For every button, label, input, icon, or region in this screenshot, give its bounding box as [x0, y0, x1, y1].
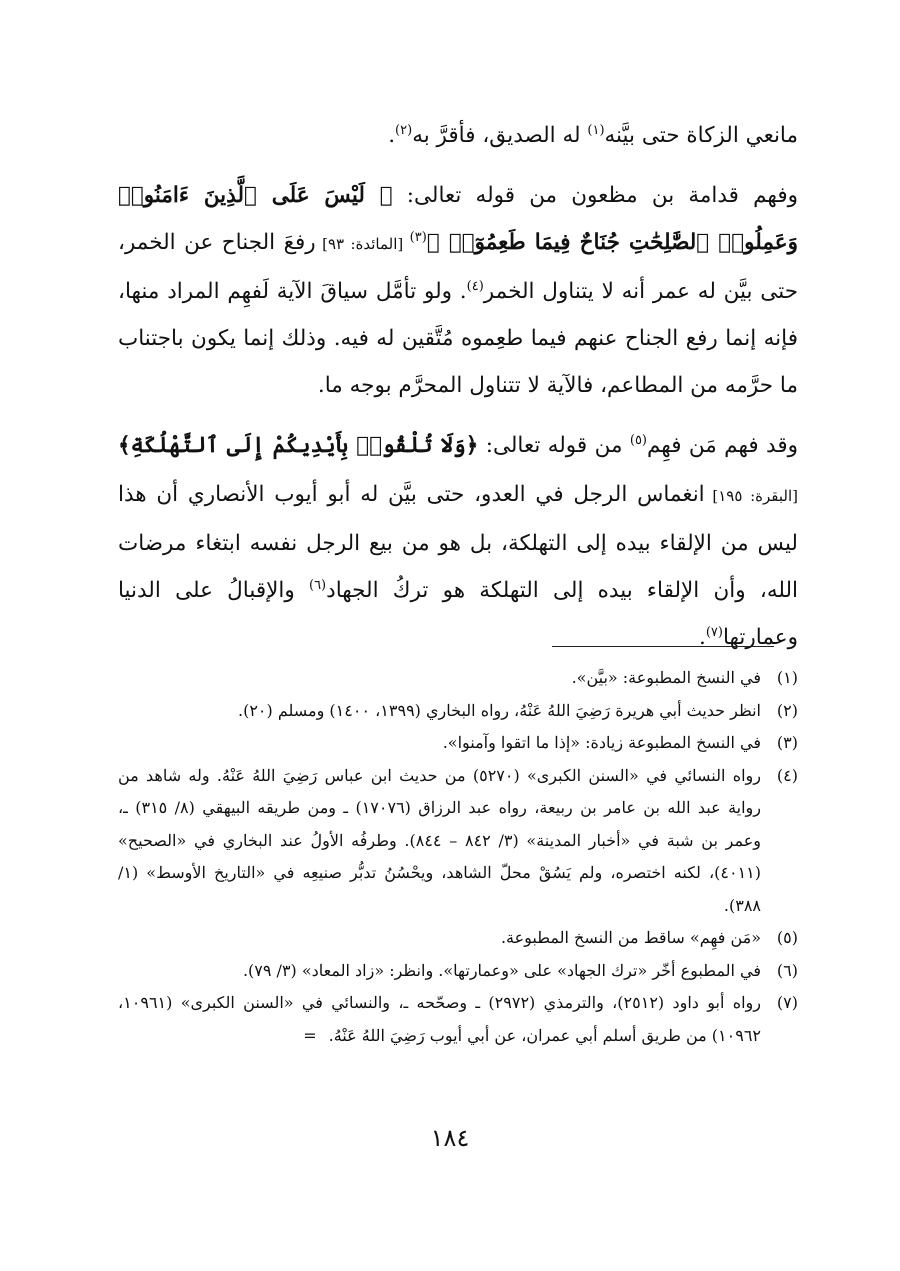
footnote-number: (٦) [776, 960, 798, 980]
paragraph-1 [118, 112, 798, 159]
page-number: ١٨٤ [430, 1124, 470, 1152]
verse-reference-baqara: [البقرة: ١٩٥] [704, 487, 798, 505]
footnote-3 [118, 727, 798, 760]
footnote-number: (٢) [776, 700, 798, 720]
p1-text: مانعي الزكاة حتى بيَّنه [604, 123, 798, 148]
footnote-number: (٧) [776, 993, 798, 1012]
p2-text-c: . ولو تأمَّل سياقَ الآية لَفهِم المراد منها، فإنه إنما رفع الجناح عنهم فيما طعِموه مُتَّقين له فيه. وذلك إنما يكون باجتناب ما حرَّمه من المطاعم، فالآية لا تتناول المحرَّم بوجه ما. [118, 279, 798, 398]
footnote-separator [552, 646, 774, 647]
continuation-mark: = [303, 1025, 317, 1045]
quran-verse-maida: ﴿ لَيْسَ عَلَى ٱلَّذِينَ ءَامَنُوا۟ وَعَمِلُوا۟ ٱلصَّٰلِحَٰتِ جُنَاحٌ فِيمَا طَعِمُوٓا۟ ﴾ [118, 183, 798, 255]
footnote-5 [118, 922, 798, 955]
p3-text-b: من قوله تعالى: [478, 433, 630, 458]
paragraph-2 [118, 172, 798, 409]
footnote-number: (٥) [776, 928, 798, 947]
footnote-6 [118, 955, 798, 988]
footnote-text: رواه أبو داود (٢٥١٢)، والترمذي (٢٩٧٢) ـ وصحّحه ـ، والنسائي في «السنن الكبرى» (١٠٩٦١، ١٠٩٦٢) من طريق أسلم أبي عمران، عن أبي أيوب رَضِيَ اللهُ عَنْهُ. [118, 993, 761, 1045]
footnote-text-wrap [118, 987, 761, 1052]
footnote-7 [118, 987, 798, 1052]
footnote-ref-2[interactable]: (٢) [395, 122, 413, 138]
footnote-text: رواه النسائي في «السنن الكبرى» (٥٢٧٠) من حديث ابن عباس رَضِيَ اللهُ عَنْهُ. وله شاهد من رواية عبد الله بن عامر بن ربيعة، رواه عبد الرزاق (١٧٠٧٦) ـ ومن طريقه البيهقي (٨/ ٣١٥) ـ، وعمر بن شبة في «أخبار المدينة» (٣/ ٨٤٢ – ٨٤٤). وطرفُه الأولُ عند البخاري في «الصحيح» (٤٠١١)، لكنه اختصره، ولم يَسُقْ محلّ الشاهد، ويحْسُنُ تدبُّر صنيعِه في «التاريخ الأوسط» (١/ ٣٨٨). [118, 765, 762, 915]
footnote-number: (٤) [776, 765, 798, 785]
quran-verse-baqara: ﴿وَلَا تُلْقُوا۟ بِأَيْدِيكُمْ إِلَى ٱلتَّهْلُكَةِ﴾ [118, 433, 479, 458]
p1-end: . [388, 123, 396, 148]
p3-end: . [698, 625, 706, 650]
footnote-ref-1[interactable]: (١) [587, 122, 605, 138]
footnote-text: في النسخ المطبوعة: «بيَّن». [571, 668, 761, 687]
footnote-text: «مَن فهِم» ساقط من النسخ المطبوعة. [500, 928, 761, 947]
footnote-ref-6[interactable]: (٦) [308, 577, 327, 593]
footnote-ref-4[interactable]: (٤) [466, 278, 484, 294]
footnote-ref-5[interactable]: (٥) [629, 432, 647, 448]
footnote-number: (٣) [776, 733, 798, 752]
footnote-4 [118, 760, 798, 923]
p3-text-c: انغماس الرجل في العدو، حتى بيَّن له أبو أيوب الأنصاري أن هذا ليس من الإلقاء بيده إلى التهلكة، بل هو من بيع الرجل نفسه ابتغاء مرضات الله، وأن الإلقاء بيده إلى التهلكة هو تركُ الجهاد [118, 482, 798, 603]
footnote-text: في النسخ المطبوعة زيادة: «إذا ما اتقوا وآمنوا». [442, 733, 761, 752]
p3-text-d: والإقبالُ على الدنيا وعمارتها [118, 578, 798, 650]
p2-text-a: وفهم قدامة بن مظعون من قوله تعالى: [392, 183, 798, 208]
footnote-2 [118, 695, 798, 728]
footnote-number: (١) [776, 668, 798, 687]
main-text [118, 112, 798, 661]
verse-reference-maida: [المائدة: ٩٣] [315, 235, 410, 253]
p3-text-a: وقد فهم مَن فهِم [647, 433, 798, 458]
footnotes [118, 662, 798, 1052]
p2-text-b: رفعَ الجناح عن الخمر، حتى بيَّن له عمر أنه لا يتناول الخمر [118, 230, 798, 304]
footnote-text: في المطبوع أخّر «ترك الجهاد» على «وعمارتها». وانظر: «زاد المعاد» (٣/ ٧٩). [242, 960, 761, 980]
p1-text-b: له الصديق، فأقرَّ به [412, 123, 588, 148]
paragraph-3 [118, 422, 798, 661]
footnote-ref-7[interactable]: (٧) [705, 624, 723, 640]
footnote-1 [118, 662, 798, 695]
footnote-text: انظر حديث أبي هريرة رَضِيَ اللهُ عَنْهُ، رواه البخاري (١٣٩٩، ١٤٠٠) ومسلم (٢٠). [237, 700, 761, 720]
footnote-ref-3[interactable]: (٣) [409, 229, 427, 245]
